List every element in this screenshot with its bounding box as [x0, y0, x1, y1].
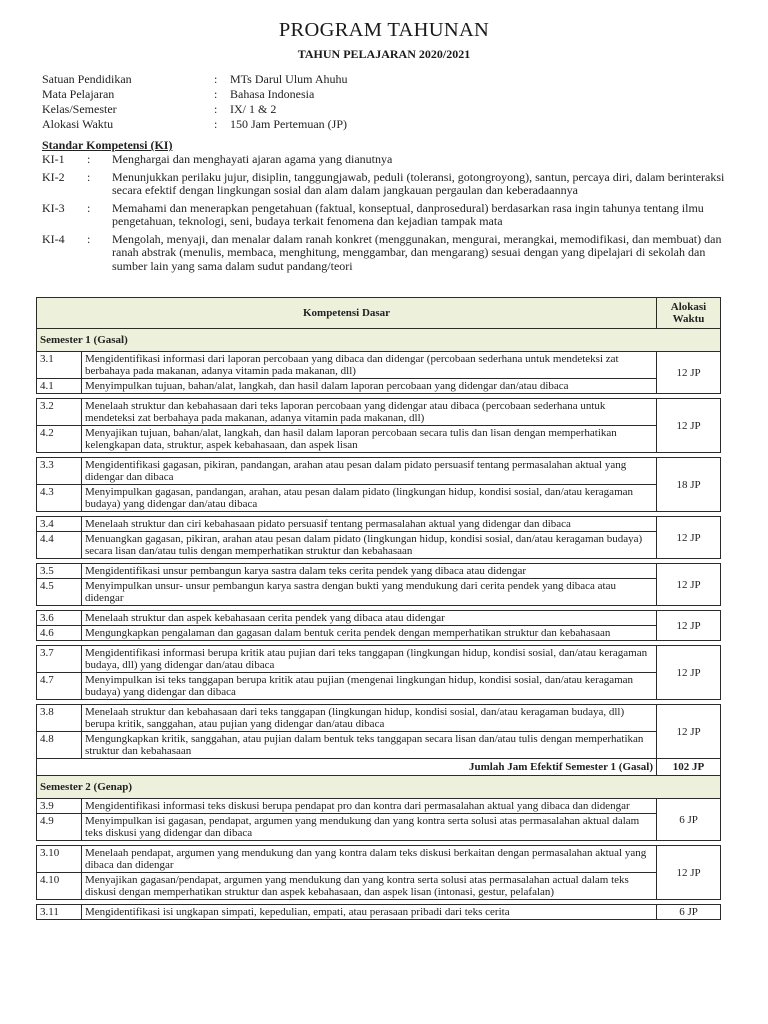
- table-row: [37, 485, 721, 512]
- ki-list: [42, 153, 742, 277]
- kd-code: 4.7: [37, 673, 82, 700]
- kd-text: Menyajikan tujuan, bahan/alat, langkah, dan hasil dalam laporan percobaan secara tulis dan lisan dengan memperhatikan kelengkapan data, struktur, aspek kebahasaan, dan aspek lisan: [82, 426, 657, 453]
- kd-text: Menyimpulkan gagasan, pandangan, arahan, atau pesan dalam pidato (lingkungan hidup, kondisi sosial, dan/atau keragaman budaya) yang didengar dan/atau dibaca: [82, 485, 657, 512]
- table-row: [37, 458, 721, 485]
- ki-text: Memahami dan menerapkan pengetahuan (faktual, konseptual, danprosedural) berdasarkan rasa ingin tahunya tentang ilmu pengetahuan, teknologi, seni, budaya terkait fenomena dan kejadian tampak mata: [112, 200, 704, 228]
- kd-jp: 12 JP: [657, 399, 721, 453]
- kd-code: 4.8: [37, 732, 82, 759]
- kd-jp: 6 JP: [657, 905, 721, 920]
- ki-colon: :: [87, 231, 91, 246]
- total-row: [37, 759, 721, 776]
- kd-code: 4.4: [37, 532, 82, 559]
- ki-colon: :: [87, 200, 91, 215]
- table-row: [37, 399, 721, 426]
- info-value: IX/ 1 & 2: [230, 102, 277, 116]
- ki-code: KI-3: [42, 200, 65, 215]
- kd-jp: 12 JP: [657, 517, 721, 559]
- semester-label: Semester 1 (Gasal): [37, 329, 721, 352]
- kd-jp: 12 JP: [657, 611, 721, 641]
- kd-text: Mengidentifikasi informasi berupa kritik atau pujian dari teks tanggapan (lingkungan hidup, kondisi sosial, dan/atau keragaman budaya, dll) yang didengar dan/atau dibaca: [82, 646, 657, 673]
- ki-code: KI-2: [42, 169, 65, 184]
- table-row: [37, 873, 721, 900]
- table-row: [37, 732, 721, 759]
- semester-row: [37, 776, 721, 799]
- info-colon: :: [214, 117, 218, 131]
- kd-text: Mengidentifikasi informasi teks diskusi berupa pendapat pro dan kontra dari permasalahan aktual yang dibaca dan didengar: [82, 799, 657, 814]
- info-colon: :: [214, 87, 218, 101]
- kd-jp: 12 JP: [657, 846, 721, 900]
- kd-code: 4.10: [37, 873, 82, 900]
- info-colon: :: [214, 72, 218, 86]
- table-row: [37, 564, 721, 579]
- kd-text: Menelaah pendapat, argumen yang mendukung dan yang kontra dalam teks diskusi berkaitan dengan permasalahan aktual yang dibaca dan didengar: [82, 846, 657, 873]
- kd-jp: 12 JP: [657, 705, 721, 759]
- info-colon: :: [214, 102, 218, 116]
- kd-text: Menelaah struktur dan kebahasaan dari teks laporan percobaan yang didengar atau dibaca (percobaan sederhana untuk mendeteksi zat berbahaya pada makanan, adanya vitamin pada makanan, dll): [82, 399, 657, 426]
- info-value: Bahasa Indonesia: [230, 87, 315, 101]
- kd-code: 4.9: [37, 814, 82, 841]
- info-label: Kelas/Semester: [42, 102, 117, 116]
- info-label: Alokasi Waktu: [42, 117, 114, 131]
- table-row: [37, 705, 721, 732]
- ki-item: [42, 171, 742, 198]
- table-row: [37, 905, 721, 920]
- table-row: [37, 579, 721, 606]
- kd-jp: 12 JP: [657, 352, 721, 394]
- page-title: PROGRAM TAHUNAN: [278, 19, 490, 41]
- ki-item: [42, 202, 742, 229]
- kd-code: 3.5: [37, 564, 82, 579]
- ki-colon: :: [87, 152, 91, 166]
- info-label: Satuan Pendidikan: [42, 72, 132, 86]
- table-row: [37, 626, 721, 641]
- kd-code: 4.1: [37, 379, 82, 394]
- table-row: [37, 799, 721, 814]
- kd-code: 4.6: [37, 626, 82, 641]
- kd-code: 3.2: [37, 399, 82, 426]
- kd-code: 3.3: [37, 458, 82, 485]
- ki-heading: Standar Kompetensi (KI): [42, 138, 173, 152]
- kd-text: Menelaah struktur dan aspek kebahasaan cerita pendek yang dibaca atau didengar: [82, 611, 657, 626]
- kd-code: 4.5: [37, 579, 82, 606]
- semester-row: [37, 329, 721, 352]
- ki-item: [42, 233, 742, 274]
- kd-code: 3.10: [37, 846, 82, 873]
- kd-table: [36, 297, 721, 920]
- kd-code: 3.4: [37, 517, 82, 532]
- table-row: [37, 426, 721, 453]
- kd-text: Mengungkapkan pengalaman dan gagasan dalam bentuk cerita pendek dengan memperhatikan struktur dan kebahasaan: [82, 626, 657, 641]
- kd-code: 3.8: [37, 705, 82, 732]
- table-row: [37, 532, 721, 559]
- kd-text: Menyimpulkan tujuan, bahan/alat, langkah, dan hasil dalam laporan percobaan yang didengar dan/atau dibaca: [82, 379, 657, 394]
- table-row: [37, 517, 721, 532]
- header-kd: Kompetensi Dasar: [37, 298, 657, 329]
- total-value: 102 JP: [657, 759, 721, 776]
- kd-text: Mengidentifikasi informasi dari laporan percobaan yang dibaca dan didengar (percobaan sederhana untuk mendeteksi zat berbahaya pada makanan, adanya vitamin pada makanan, dll): [82, 352, 657, 379]
- kd-code: 3.1: [37, 352, 82, 379]
- kd-text: Menelaah struktur dan kebahasaan dari teks tanggapan (lingkungan hidup, kondisi sosial, dan/atau keragaman budaya, dll) berupa kritik, sanggahan, atau pujian yang didengar dan/atau dibaca: [82, 705, 657, 732]
- ki-text: Menghargai dan menghayati ajaran agama yang dianutnya: [112, 152, 393, 166]
- ki-text: Menunjukkan perilaku jujur, disiplin, tanggungjawab, peduli (toleransi, gotongroyong), santun, percaya diri, dalam berinteraksi secara efektif dengan lingkungan sosial dan alam dalam jangkauan pergaulan dan keberadaannya: [112, 169, 725, 197]
- table-row: [37, 379, 721, 394]
- kd-code: 3.9: [37, 799, 82, 814]
- kd-code: 3.7: [37, 646, 82, 673]
- kd-text: Menyimpulkan isi gagasan, pendapat, argumen yang mendukung dan yang kontra serta solusi atas permasalahan aktual dalam teks diskusi yang didengar dan dibaca: [82, 814, 657, 841]
- kd-text: Menelaah struktur dan ciri kebahasaan pidato persuasif tentang permasalahan aktual yang didengar dan dibaca: [82, 517, 657, 532]
- table-row: [37, 673, 721, 700]
- kd-text: Menuangkan gagasan, pikiran, arahan atau pesan dalam pidato (lingkungan hidup, kondisi sosial, dan/atau keragaman budaya) secara lisan dan/atau tulis dengan memperhatikan struktur dan kebahasaan: [82, 532, 657, 559]
- kd-text: Menyajikan gagasan/pendapat, argumen yang mendukung dan yang kontra serta solusi atas permasalahan actual dalam teks diskusi dengan memperhatikan struktur dan aspek kebahasaan, dan aspek lisan (intonasi, gestur, pelafalan): [82, 873, 657, 900]
- table-row: [37, 646, 721, 673]
- table-header: [37, 298, 721, 329]
- info-value: MTs Darul Ulum Ahuhu: [230, 72, 348, 86]
- kd-jp: 18 JP: [657, 458, 721, 512]
- kd-text: Menyimpulkan isi teks tanggapan berupa kritik atau pujian (mengenai lingkungan hidup, kondisi sosial, dan/atau keragaman budaya) yang didengar dan dibaca: [82, 673, 657, 700]
- header-alokasi: Alokasi Waktu: [657, 298, 721, 329]
- ki-code: KI-1: [42, 152, 65, 166]
- table-row: [37, 846, 721, 873]
- kd-code: 3.11: [37, 905, 82, 920]
- info-value: 150 Jam Pertemuan (JP): [230, 117, 347, 131]
- table-row: [37, 352, 721, 379]
- kd-text: Mengungkapkan kritik, sanggahan, atau pujian dalam bentuk teks tanggapan secara lisan dan/atau tulis dengan memperhatikan struktur dan kebahasaan: [82, 732, 657, 759]
- ki-text: Mengolah, menyaji, dan menalar dalam ranah konkret (menggunakan, mengurai, merangkai, memodifikasi, dan membuat) dan ranah abstrak (menulis, membaca, menghitung, menggambar, dan mengarang) sesuai dengan yang dipelajari di sekolah dan sumber lain yang sama dalam sudut pandang/teori: [112, 231, 722, 273]
- table-row: [37, 611, 721, 626]
- kd-text: Menyimpulkan unsur- unsur pembangun karya sastra dengan bukti yang mendukung dari cerita pendek yang dibaca atau didengar: [82, 579, 657, 606]
- kd-code: 4.3: [37, 485, 82, 512]
- info-label: Mata Pelajaran: [42, 87, 115, 101]
- ki-item: [42, 153, 742, 167]
- kd-code: 3.6: [37, 611, 82, 626]
- total-label: Jumlah Jam Efektif Semester 1 (Gasal): [37, 759, 657, 776]
- kd-text: Mengidentifikasi isi ungkapan simpati, kepedulian, empati, atau perasaan pribadi dari teks cerita: [82, 905, 657, 920]
- kd-text: Mengidentifikasi unsur pembangun karya sastra dalam teks cerita pendek yang dibaca atau didengar: [82, 564, 657, 579]
- semester-label: Semester 2 (Genap): [37, 776, 721, 799]
- table-row: [37, 814, 721, 841]
- kd-jp: 12 JP: [657, 646, 721, 700]
- ki-code: KI-4: [42, 231, 65, 246]
- page-subtitle: TAHUN PELAJARAN 2020/2021: [297, 47, 471, 61]
- kd-text: Mengidentifikasi gagasan, pikiran, pandangan, arahan atau pesan dalam pidato persuasif tentang permasalahan aktual yang didengar dan dibaca: [82, 458, 657, 485]
- ki-colon: :: [87, 169, 91, 184]
- kd-jp: 6 JP: [657, 799, 721, 841]
- kd-code: 4.2: [37, 426, 82, 453]
- kd-jp: 12 JP: [657, 564, 721, 606]
